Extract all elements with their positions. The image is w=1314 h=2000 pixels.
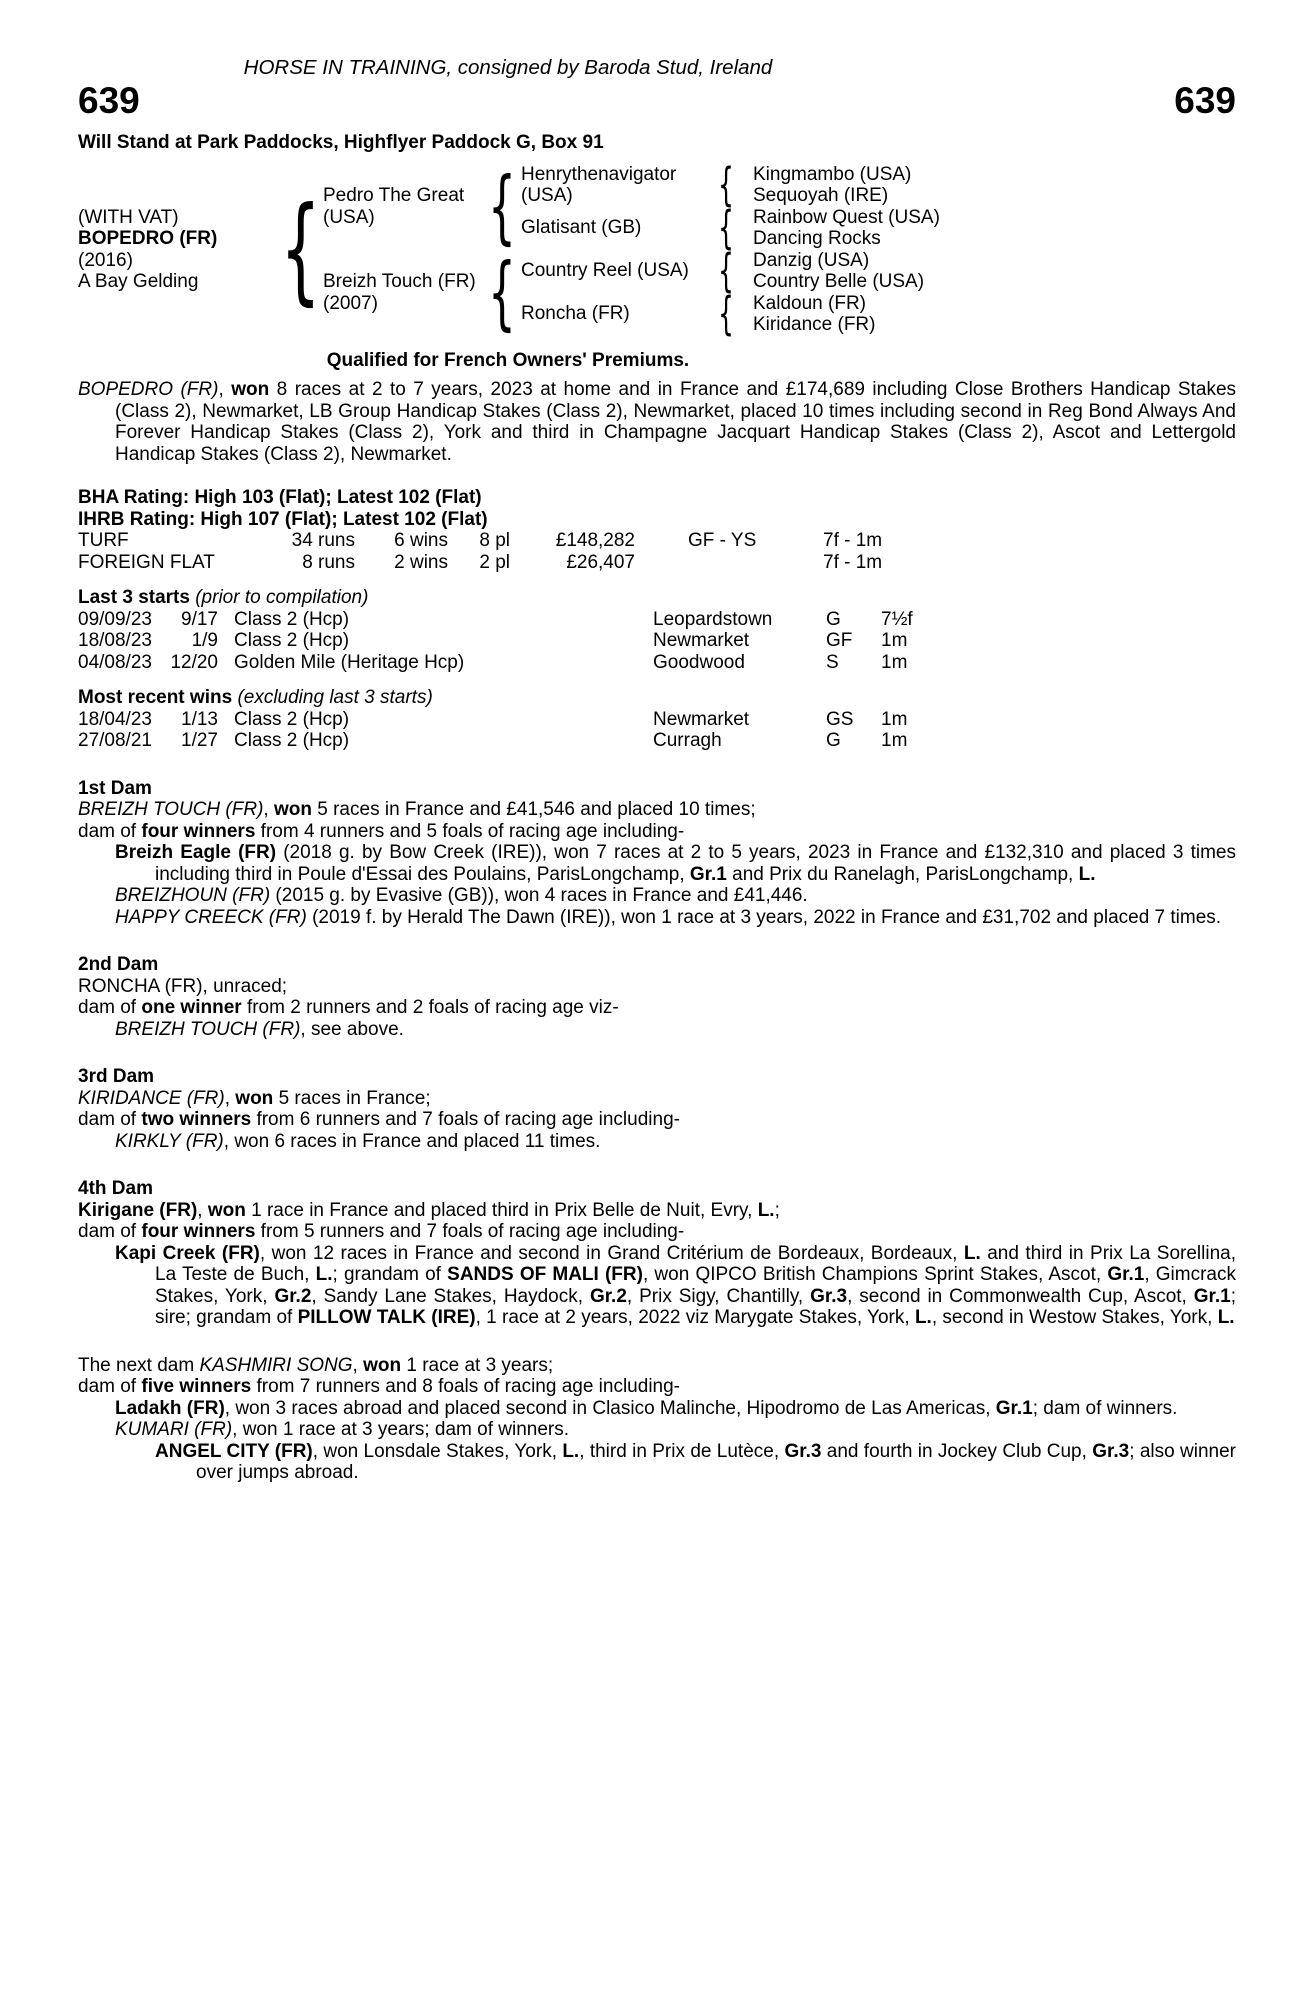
dam-paragraph: HAPPY CREECK (FR) (2019 f. by Herald The Dawn (IRE)), won 1 race at 3 years, 2022 in France and £31,702 and placed 7 times. [115, 906, 1222, 928]
dam-paragraph: dam of five winners from 7 runners and 8 foals of racing age including- [78, 1376, 681, 1397]
record-places: 2 pl [479, 551, 510, 573]
race-name: Class 2 (Hcp) [234, 730, 350, 751]
consignment-line: HORSE IN TRAINING, consigned by Baroda Stud, Ireland [243, 56, 773, 79]
dam-parents [521, 244, 1236, 340]
vat-note: (WITH VAT) [78, 206, 179, 228]
dam-paragraph: dam of four winners from 5 runners and 7 foals of racing age including- [78, 1221, 685, 1242]
sire-branch: Pedro The Great (USA) { Henrythenavigator (USA) { Kingmambo (USA) Sequoyah (IRE) Glatisant (GB) { Rainbow Quest (USA) Dancing Rocks [323, 164, 1236, 250]
bha-rating-line: BHA Rating: High 103 (Flat); Latest 102 (Flat) [78, 487, 482, 508]
race-name: Class 2 (Hcp) [234, 708, 350, 730]
stand-location-line: Will Stand at Park Paddocks, Highflyer Paddock G, Box 91 [78, 132, 604, 153]
race-going: GF [826, 630, 853, 651]
race-date: 04/08/23 [78, 651, 152, 673]
grandparent-branch: Henrythenavigator (USA) { Kingmambo (USA) Sequoyah (IRE) [521, 158, 912, 211]
last-starts-heading [78, 587, 1236, 609]
dam-section-1st [78, 778, 1236, 929]
pedigree-brace-root: { [280, 181, 321, 317]
race-distance: 1m [881, 651, 908, 673]
dam-paragraph: BREIZH TOUCH (FR), see above. [115, 1018, 404, 1040]
dam-section-4th [78, 1178, 1236, 1329]
great-grandparents: Kaldoun (FR) Kiridance (FR) [753, 292, 876, 335]
race-row [78, 730, 1236, 752]
race-position: 9/17 [181, 608, 218, 630]
record-surface: FOREIGN FLAT [78, 551, 215, 573]
ratings-block [78, 487, 1236, 530]
record-runs: 8 runs [302, 551, 355, 573]
next-dam-section [78, 1355, 1236, 1484]
grandparent-name: Glatisant (GB) [521, 217, 642, 239]
race-date: 09/09/23 [78, 608, 152, 630]
race-name: Golden Mile (Heritage Hcp) [234, 651, 465, 673]
record-wins: 6 wins [394, 530, 448, 551]
grandparent-name: Roncha (FR) [521, 303, 630, 325]
race-row [78, 652, 1236, 674]
dam-paragraph: KIRIDANCE (FR), won 5 races in France; [78, 1087, 431, 1109]
record-distance: 7f - 1m [823, 551, 883, 573]
dam-heading: 1st Dam [78, 777, 152, 799]
dam-heading: 4th Dam [78, 1178, 153, 1199]
lot-number-left: 639 [78, 80, 140, 121]
record-runs: 34 runs [291, 530, 355, 551]
race-row [78, 630, 1236, 652]
race-row [78, 609, 1236, 631]
race-distance: 7½f [881, 608, 913, 630]
dam-paragraph: KIRKLY (FR), won 6 races in France and placed 11 times. [115, 1130, 601, 1152]
dam-paragraph: dam of two winners from 6 runners and 7 foals of racing age including- [78, 1109, 680, 1130]
race-position: 1/27 [181, 730, 218, 751]
horse-description: A Bay Gelding [78, 271, 199, 292]
record-places: 8 pl [479, 530, 510, 551]
recent-wins-subtitle: (excluding last 3 starts) [237, 687, 433, 708]
premium-qualification-line: Qualified for French Owners' Premiums. [326, 349, 690, 371]
race-date: 18/08/23 [78, 630, 152, 651]
record-earnings: £148,282 [555, 530, 635, 551]
grandparent-branch: Glatisant (GB) { Rainbow Quest (USA) Dancing Rocks [521, 201, 940, 254]
record-wins: 2 wins [394, 551, 448, 573]
sire-parents [521, 158, 1236, 254]
last-starts-section [78, 587, 1236, 673]
dam-paragraph: BREIZHOUN (FR) (2015 g. by Evasive (GB)), won 4 races in France and £41,446. [115, 885, 808, 906]
race-track: Newmarket [653, 630, 750, 651]
dam-paragraph: Kirigane (FR), won 1 race in France and placed third in Prix Belle de Nuit, Evry, L.; [78, 1199, 780, 1221]
ihrb-rating-line: IHRB Rating: High 107 (Flat); Latest 102 (Flat) [78, 508, 488, 530]
grandparent-name: Country Reel (USA) [521, 260, 689, 282]
dam-heading: 3rd Dam [78, 1066, 155, 1087]
recent-wins-heading [78, 687, 1236, 709]
last-starts-subtitle: (prior to compilation) [195, 587, 369, 608]
race-position: 1/9 [191, 630, 218, 651]
race-distance: 1m [881, 708, 908, 730]
dam-paragraph: KUMARI (FR), won 1 race at 3 years; dam of winners. [115, 1419, 570, 1440]
great-grandparents: Danzig (USA) Country Belle (USA) [753, 249, 925, 292]
record-going [635, 552, 823, 574]
dam-paragraph: dam of four winners from 4 runners and 5 foals of racing age including- [78, 820, 685, 842]
dam-paragraph: Kapi Creek (FR), won 12 races in France and second in Grand Critérium de Bordeaux, Bordeaux, L. and third in Prix La Sorellina, La Teste de Buch, L.; grandam of SANDS OF MALI (FR), won QIPCO British Champions Sprint Stakes, Ascot, Gr.1, Gimcrack Stakes, York, Gr.2, Sandy Lane Stakes, Haydock, Gr.2, Prix Sigy, Chantilly, Gr.3, second in Commonwealth Cup, Ascot, Gr.1; sire; grandam of PILLOW TALK (IRE), 1 race at 2 years, 2022 viz Marygate Stakes, York, L., second in Westow Stakes, York, L. [115, 1242, 1237, 1328]
race-record-table [78, 530, 1236, 573]
race-position: 1/13 [181, 708, 218, 730]
recent-wins-title: Most recent wins [78, 687, 233, 708]
dam-section-2nd [78, 954, 1236, 1040]
dam-section-3rd [78, 1066, 1236, 1152]
race-position: 12/20 [170, 651, 218, 673]
race-going: G [826, 608, 841, 630]
pedigree-generations [323, 158, 1236, 340]
race-distance: 1m [881, 730, 908, 751]
sire-name: Pedro The Great (USA) [323, 185, 465, 228]
race-going: S [826, 651, 839, 673]
dam-paragraph: Breizh Eagle (FR) (2018 g. by Bow Creek (IRE)), won 7 races at 2 to 5 years, 2023 in France and £132,310 and placed 3 times including third in Poule d'Essai des Poulains, ParisLongchamp, Gr.1 and Prix du Ranelagh, ParisLongchamp, L. [115, 842, 1236, 885]
horse-foaling-year: (2016) [78, 249, 133, 271]
race-name: Class 2 (Hcp) [234, 608, 350, 630]
dam-heading: 2nd Dam [78, 954, 159, 975]
record-surface: TURF [78, 530, 129, 551]
grandparent-branch: Country Reel (USA) { Danzig (USA) Country Belle (USA) [521, 244, 925, 297]
race-date: 18/04/23 [78, 708, 152, 730]
last-starts-title: Last 3 starts [78, 587, 190, 608]
race-name: Class 2 (Hcp) [234, 630, 350, 651]
record-distance: 7f - 1m [823, 530, 883, 551]
great-grandparents: Rainbow Quest (USA) Dancing Rocks [753, 206, 940, 249]
great-grandparents: Kingmambo (USA) Sequoyah (IRE) [753, 163, 912, 206]
horse-identity [78, 164, 278, 336]
dam-paragraph: The next dam KASHMIRI SONG, won 1 race at 3 years; [78, 1354, 554, 1376]
race-row [78, 709, 1236, 731]
dam-branch: Breizh Touch (FR) (2007) { Country Reel (USA) { Danzig (USA) Country Belle (USA) Roncha (FR) { Kaldoun (FR) Kiridance (FR) [323, 250, 1236, 336]
race-distance: 1m [881, 630, 908, 651]
race-record-paragraph: BOPEDRO (FR), won 8 races at 2 to 7 years, 2023 at home and in France and £174,689 including Close Brothers Handicap Stakes (Class 2), Newmarket, LB Group Handicap Stakes (Class 2), Newmarket, placed 10 times including second in Reg Bond Always And Forever Handicap Stakes (Class 2), York and third in Champagne Jacquart Handicap Stakes (Class 2), Ascot and Lettergold Handicap Stakes (Class 2), Newmarket. [78, 379, 1237, 465]
record-earnings: £26,407 [566, 551, 635, 573]
lot-number-right: 639 [1174, 80, 1236, 121]
dam-paragraph: dam of one winner from 2 runners and 2 foals of racing age viz- [78, 997, 619, 1018]
horse-name: BOPEDRO (FR) [78, 228, 218, 249]
recent-wins-section [78, 687, 1236, 752]
dam-paragraph: BREIZH TOUCH (FR), won 5 races in France and £41,546 and placed 10 times; [78, 799, 756, 820]
race-going: GS [826, 708, 854, 730]
race-track: Curragh [653, 730, 722, 751]
record-row-foreign-flat [78, 552, 1236, 574]
race-going: G [826, 730, 841, 751]
race-track: Leopardstown [653, 608, 773, 630]
dam-paragraph: RONCHA (FR), unraced; [78, 975, 288, 997]
record-going: GF - YS [688, 530, 757, 551]
dam-name: Breizh Touch (FR) (2007) [323, 271, 476, 314]
race-track: Goodwood [653, 651, 745, 673]
dam-paragraph: Ladakh (FR), won 3 races abroad and placed second in Clasico Malinche, Hipodromo de Las Americas, Gr.1; dam of winners. [115, 1397, 1178, 1419]
lot-number-row [78, 80, 1236, 122]
grandparent-name: Henrythenavigator (USA) [521, 163, 677, 206]
grandparent-branch: Roncha (FR) { Kaldoun (FR) Kiridance (FR) [521, 287, 876, 340]
record-row-turf [78, 530, 1236, 552]
race-track: Newmarket [653, 708, 750, 730]
dam-paragraph: ANGEL CITY (FR), won Lonsdale Stakes, York, L., third in Prix de Lutèce, Gr.3 and fourth in Jockey Club Cup, Gr.3; also winner over jumps abroad. [155, 1440, 1236, 1483]
pedigree-table [78, 158, 1236, 340]
race-date: 27/08/21 [78, 730, 152, 751]
